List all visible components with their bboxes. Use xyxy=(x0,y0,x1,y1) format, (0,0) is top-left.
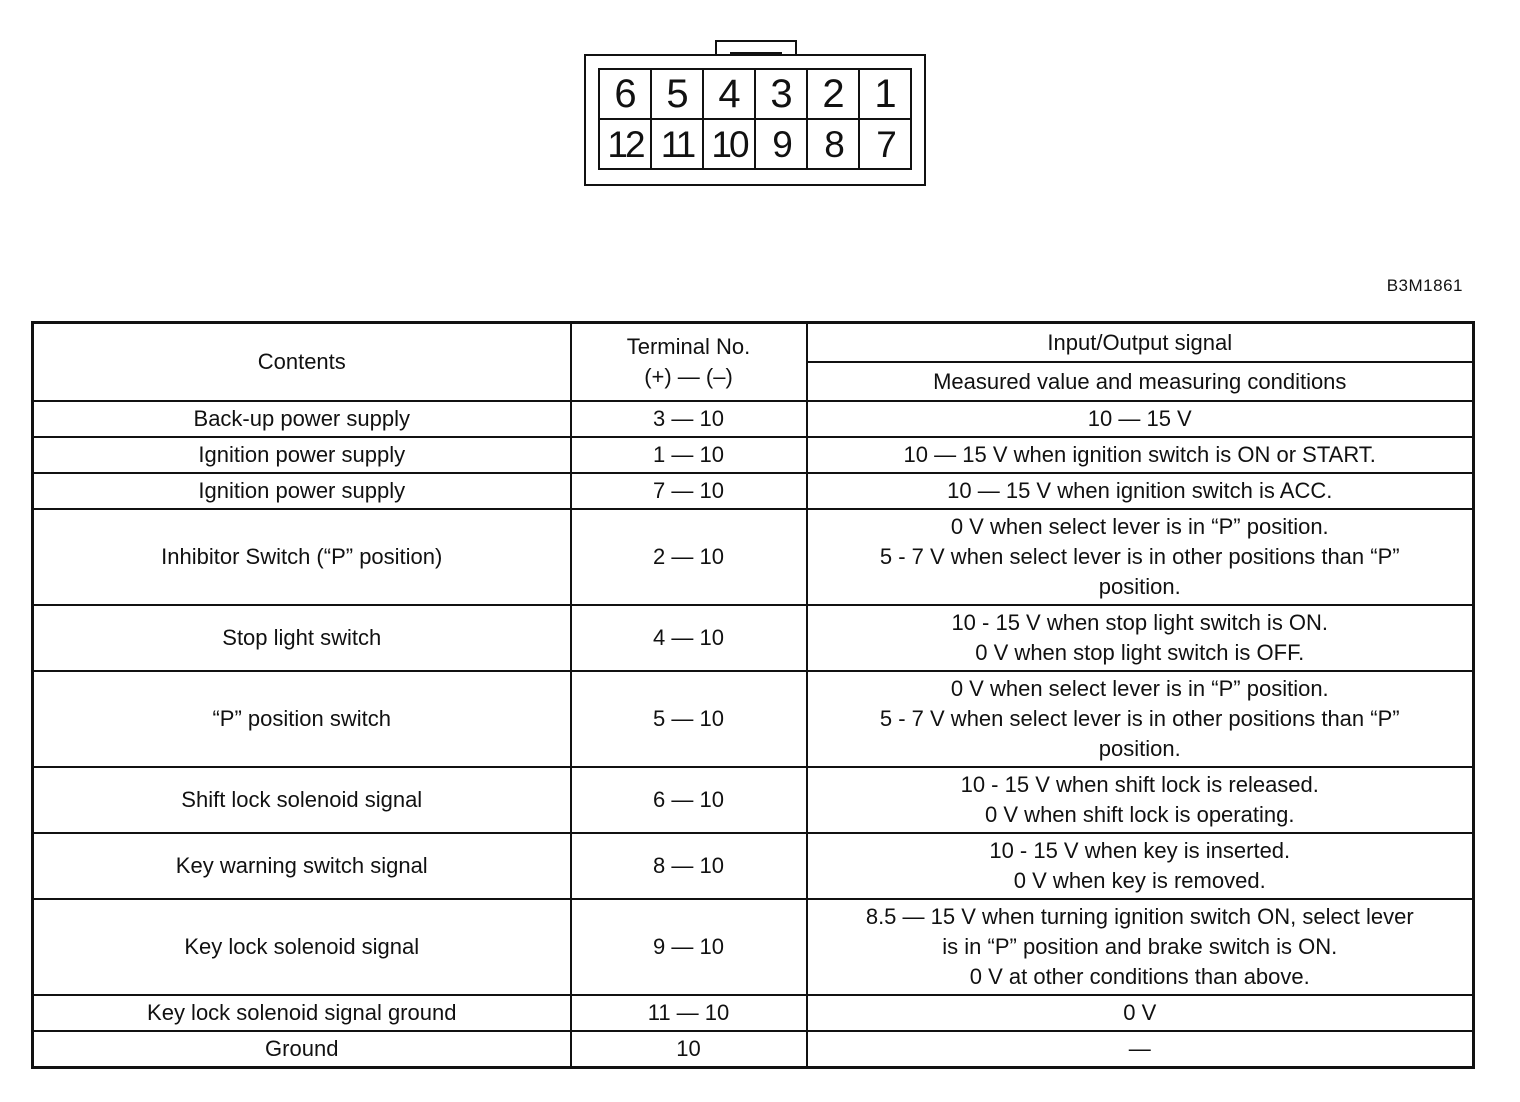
table-row xyxy=(33,1031,1474,1068)
cell-terminal: 5 — 10 xyxy=(571,671,807,767)
cell-signal xyxy=(807,833,1474,899)
pin-cell: 7 xyxy=(860,120,912,170)
header-signal-sub: Measured value and measuring conditions xyxy=(807,362,1474,401)
pin-cell: 11 xyxy=(652,120,704,170)
pin-cell: 1 xyxy=(860,70,912,120)
signal-line: 0 V when select lever is in “P” position. xyxy=(950,676,1329,701)
cell-contents: Shift lock solenoid signal xyxy=(33,767,571,833)
signal-line: 10 — 15 V xyxy=(1087,406,1192,431)
cell-terminal: 11 — 10 xyxy=(571,995,807,1031)
cell-signal xyxy=(807,995,1474,1031)
cell-contents: Key lock solenoid signal ground xyxy=(33,995,571,1031)
table-row xyxy=(33,605,1474,671)
signal-table xyxy=(31,321,1475,1069)
signal-line: 10 — 15 V when ignition switch is ON or START. xyxy=(903,442,1376,467)
cell-contents: Ignition power supply xyxy=(33,473,571,509)
header-terminal xyxy=(571,323,807,402)
cell-signal xyxy=(807,605,1474,671)
header-contents: Contents xyxy=(33,323,571,402)
cell-contents: Inhibitor Switch (“P” position) xyxy=(33,509,571,605)
signal-line: — xyxy=(1128,1036,1151,1061)
signal-line: 0 V when stop light switch is OFF. xyxy=(975,640,1305,665)
table-row xyxy=(33,401,1474,437)
signal-line: 10 — 15 V when ignition switch is ACC. xyxy=(947,478,1333,503)
table-body xyxy=(33,401,1474,1068)
cell-signal xyxy=(807,437,1474,473)
table-header-row xyxy=(33,323,1474,363)
signal-line: 10 - 15 V when key is inserted. xyxy=(989,838,1291,863)
signal-line: 0 V when select lever is in “P” position. xyxy=(950,514,1329,539)
cell-terminal: 10 xyxy=(571,1031,807,1068)
signal-line: 8.5 — 15 V when turning ignition switch ON, select lever xyxy=(865,904,1414,929)
connector-housing xyxy=(584,54,926,186)
cell-signal xyxy=(807,401,1474,437)
cell-terminal: 6 — 10 xyxy=(571,767,807,833)
cell-terminal: 4 — 10 xyxy=(571,605,807,671)
signal-line: 0 V xyxy=(1123,1000,1157,1025)
cell-contents: Stop light switch xyxy=(33,605,571,671)
pin-cell: 8 xyxy=(808,120,860,170)
cell-signal xyxy=(807,767,1474,833)
cell-contents: Key lock solenoid signal xyxy=(33,899,571,995)
signal-line: 10 - 15 V when shift lock is released. xyxy=(960,772,1319,797)
figure-code: B3M1861 xyxy=(1386,276,1463,295)
table-row xyxy=(33,437,1474,473)
cell-signal xyxy=(807,473,1474,509)
signal-line: 10 - 15 V when stop light switch is ON. xyxy=(951,610,1329,635)
cell-terminal: 3 — 10 xyxy=(571,401,807,437)
cell-terminal: 7 — 10 xyxy=(571,473,807,509)
cell-contents: “P” position switch xyxy=(33,671,571,767)
cell-terminal: 1 — 10 xyxy=(571,437,807,473)
cell-signal xyxy=(807,899,1474,995)
header-terminal-line1: Terminal No. xyxy=(626,334,751,359)
pin-cell: 9 xyxy=(756,120,808,170)
table-row xyxy=(33,671,1474,767)
table-row xyxy=(33,995,1474,1031)
signal-line: 0 V when shift lock is operating. xyxy=(985,802,1295,827)
signal-line: 5 - 7 V when select lever is in other positions than “P” xyxy=(879,544,1400,569)
pin-cell: 6 xyxy=(600,70,652,120)
header-signal: Input/Output signal xyxy=(807,323,1474,363)
signal-line: 0 V when key is removed. xyxy=(1013,868,1266,893)
pin-cell: 4 xyxy=(704,70,756,120)
connector-pin-grid xyxy=(598,68,912,170)
table-row xyxy=(33,833,1474,899)
cell-contents: Ignition power supply xyxy=(33,437,571,473)
pin-cell: 5 xyxy=(652,70,704,120)
cell-terminal: 2 — 10 xyxy=(571,509,807,605)
cell-contents: Back-up power supply xyxy=(33,401,571,437)
signal-line: position. xyxy=(1098,574,1181,599)
cell-signal xyxy=(807,671,1474,767)
cell-terminal: 9 — 10 xyxy=(571,899,807,995)
table-row xyxy=(33,899,1474,995)
cell-contents: Key warning switch signal xyxy=(33,833,571,899)
cell-terminal: 8 — 10 xyxy=(571,833,807,899)
cell-contents: Ground xyxy=(33,1031,571,1068)
table-row xyxy=(33,767,1474,833)
signal-line: 5 - 7 V when select lever is in other positions than “P” xyxy=(879,706,1400,731)
table-row xyxy=(33,509,1474,605)
header-terminal-line2: (+) — (–) xyxy=(644,364,733,389)
pin-cell: 10 xyxy=(704,120,756,170)
pin-cell: 3 xyxy=(756,70,808,120)
table-row xyxy=(33,473,1474,509)
pin-cell: 12 xyxy=(600,120,652,170)
cell-signal xyxy=(807,509,1474,605)
pin-cell: 2 xyxy=(808,70,860,120)
signal-line: 0 V at other conditions than above. xyxy=(969,964,1310,989)
signal-line: position. xyxy=(1098,736,1181,761)
signal-line: is in “P” position and brake switch is ON. xyxy=(942,934,1338,959)
connector-diagram xyxy=(584,40,926,186)
cell-signal xyxy=(807,1031,1474,1068)
